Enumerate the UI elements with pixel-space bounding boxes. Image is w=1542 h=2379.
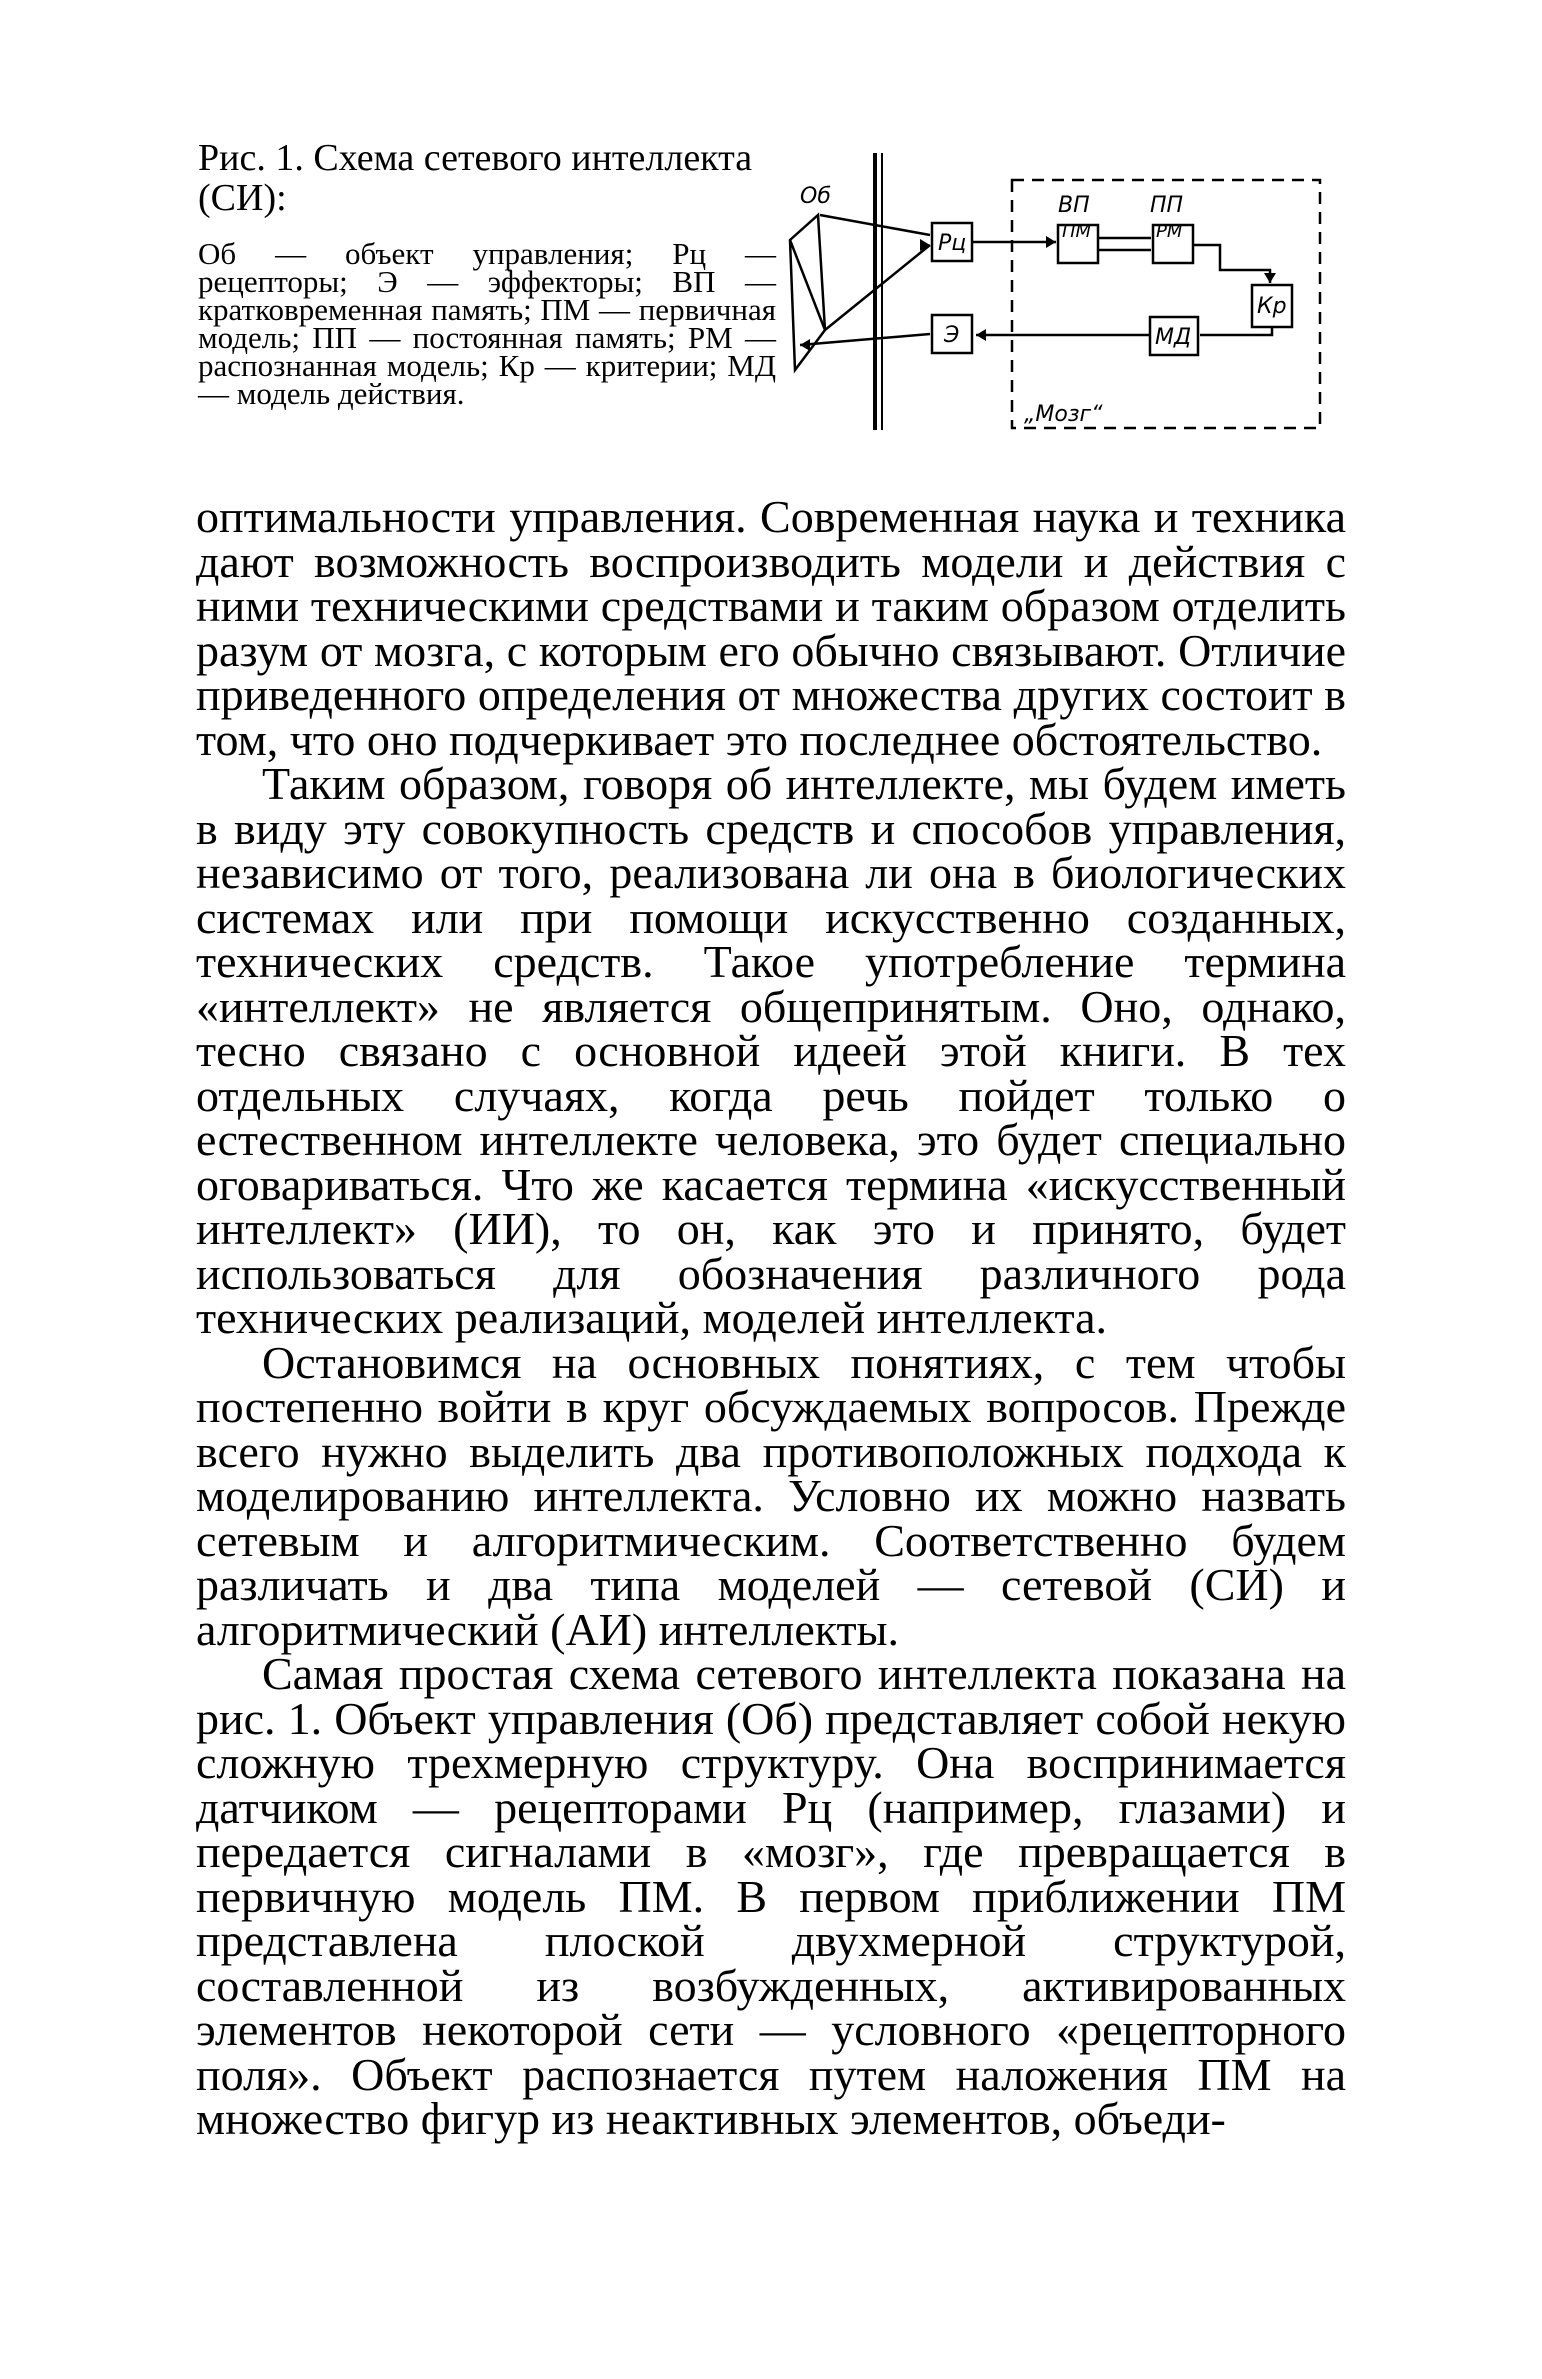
network-intelligence-diagram bbox=[780, 135, 1340, 445]
paragraph: оптимальности управления. Современная наука и техника дают возможность воспроизводить модели и действия с ними техническими средствами и таким образом отделить разум от мозга, с которым его обычно связывают. Отличие приведенного определения от множества других состоит в том, что оно подчеркивает это последнее обстоятельство. bbox=[196, 491, 1346, 765]
label-rm: РМ bbox=[1156, 221, 1183, 242]
figure-title: Рис. 1. Схема сетевого интеллекта (СИ): bbox=[198, 137, 753, 219]
label-pm: ПМ bbox=[1062, 221, 1092, 242]
label-vp: ВП bbox=[1058, 193, 1090, 218]
figure-legend: Об — объект управления; Рц — рецепторы; Э — эффекторы; ВП — кратковременная память; ПМ — первичная модель; ПП — постоянная память; РМ — распознанная модель; Кр — критерии; МД — модель действия. bbox=[198, 236, 776, 411]
label-md: МД bbox=[1155, 325, 1192, 350]
paragraph: Таким образом, говоря об интеллекте, мы будем иметь в виду эту совокупность средств и способов управления, независимо от того, реализована ли она в биологических системах или при помощи искусственно созданных, технических средств. Такое употребление термина «интеллект» не является общепринятым. Оно, однако, тесно связано с основной идеей этой книги. В тех отдельных случаях, когда речь пойдет только о естественном интеллекте человека, это будет специально оговариваться. Что же касается термина «искусственный интеллект» (ИИ), то он, как это и принято, будет использоваться для обозначения различного рода технических реализаций, моделей интеллекта. bbox=[196, 758, 1346, 1343]
label-rc: Рц bbox=[938, 231, 967, 256]
main-text bbox=[196, 491, 1346, 2144]
label-mozg: „Мозг“ bbox=[1024, 402, 1103, 427]
label-kr: Кр bbox=[1257, 294, 1287, 319]
paragraph: Самая простая схема сетевого интеллекта показана на рис. 1. Объект управления (Об) представляет собой некую сложную трехмерную структуру. Она воспринимается датчиком — рецепторами Рц (например, глазами) и передается сигналами в «мозг», где превращается в первичную модель ПМ. В первом приближении ПМ представлена плоской двухмерной структурой, составленной из возбужденных, активированных элементов некоторой сети — условного «рецепторного поля». Объект распознается путем наложения ПМ на множество фигур из неактивных элементов, объеди- bbox=[196, 1648, 1346, 2144]
figure-caption bbox=[198, 137, 776, 411]
label-e: Э bbox=[944, 323, 960, 348]
paragraph: Остановимся на основных понятиях, с тем чтобы постепенно войти в круг обсуждаемых вопросов. Прежде всего нужно выделить два противоположных подхода к моделированию интеллекта. Условно их можно назвать сетевым и алгоритмическим. Соответственно будем различать и два типа моделей — сетевой (СИ) и алгоритмический (АИ) интеллекты. bbox=[196, 1336, 1346, 1655]
label-ob: Об bbox=[800, 184, 831, 209]
label-pp: ПП bbox=[1150, 193, 1184, 218]
